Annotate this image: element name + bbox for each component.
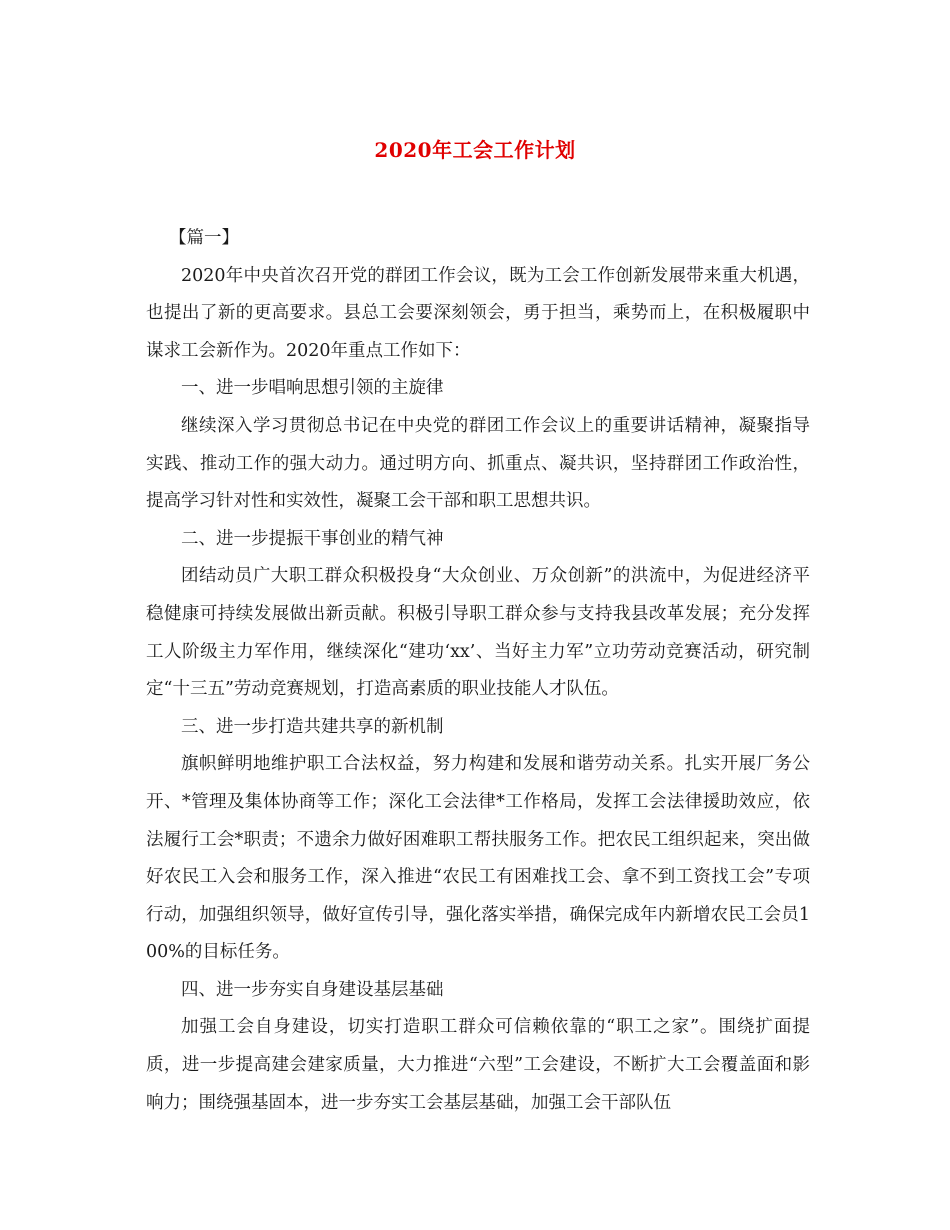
document-title: 2020年工会工作计划 xyxy=(374,138,576,162)
section-label: 【篇一】 xyxy=(169,228,239,248)
heading-4: 四、进一步夯实自身建设基层基础 xyxy=(181,979,444,1000)
heading-1: 一、进一步唱响思想引领的主旋律 xyxy=(181,378,444,399)
paragraph-3: 旗帜鲜明地维护职工合法权益，努力构建和发展和谐劳动关系。扎实开展厂务公开、*管理及集体协商等工作；深化工会法律*工作格局，发挥工会法律援助效应，依法履行工会*职责；不遗余力做好困难职工帮扶服务工作。把农民工组织起来，突出做好农民工入会和服务工作，深入推进“农民工有困难找工会、拿不到工资找工会”专项行动，加强组织领导，做好宣传引导，强化落实举措，确保完成年内新增农民工会员100%的目标任务。 xyxy=(146,754,810,963)
heading-3: 三、进一步打造共建共享的新机制 xyxy=(181,716,444,737)
intro-paragraph: 2020年中央首次召开党的群团工作会议，既为工会工作创新发展带来重大机遇，也提出了新的更高要求。县总工会要深刻领会，勇于担当，乘势而上，在积极履职中谋求工会新作为。2020年重点工作如下： xyxy=(146,265,810,361)
document-body xyxy=(146,220,810,1122)
paragraph-4: 加强工会自身建设，切实打造职工群众可信赖依靠的“职工之家”。围绕扩面提质，进一步提高建会建家质量，大力推进“六型”工会建设，不断扩大工会覆盖面和影响力；围绕强基固本，进一步夯实工会基层基础，加强工会干部队伍 xyxy=(146,1017,810,1113)
paragraph-2: 团结动员广大职工群众积极投身“大众创业、万众创新”的洪流中，为促进经济平稳健康可持续发展做出新贡献。积极引导职工群众参与支持我县改革发展；充分发挥工人阶级主力军作用，继续深化“建功‘xx’、当好主力军”立功劳动竞赛活动，研究制定“十三五”劳动竞赛规划，打造高素质的职业技能人才队伍。 xyxy=(146,566,810,700)
heading-2: 二、进一步提振干事创业的精气神 xyxy=(181,528,444,549)
paragraph-1: 继续深入学习贯彻总书记在中央党的群团工作会议上的重要讲话精神，凝聚指导实践、推动工作的强大动力。通过明方向、抓重点、凝共识，坚持群团工作政治性，提高学习针对性和实效性，凝聚工会干部和职工思想共识。 xyxy=(146,415,810,512)
